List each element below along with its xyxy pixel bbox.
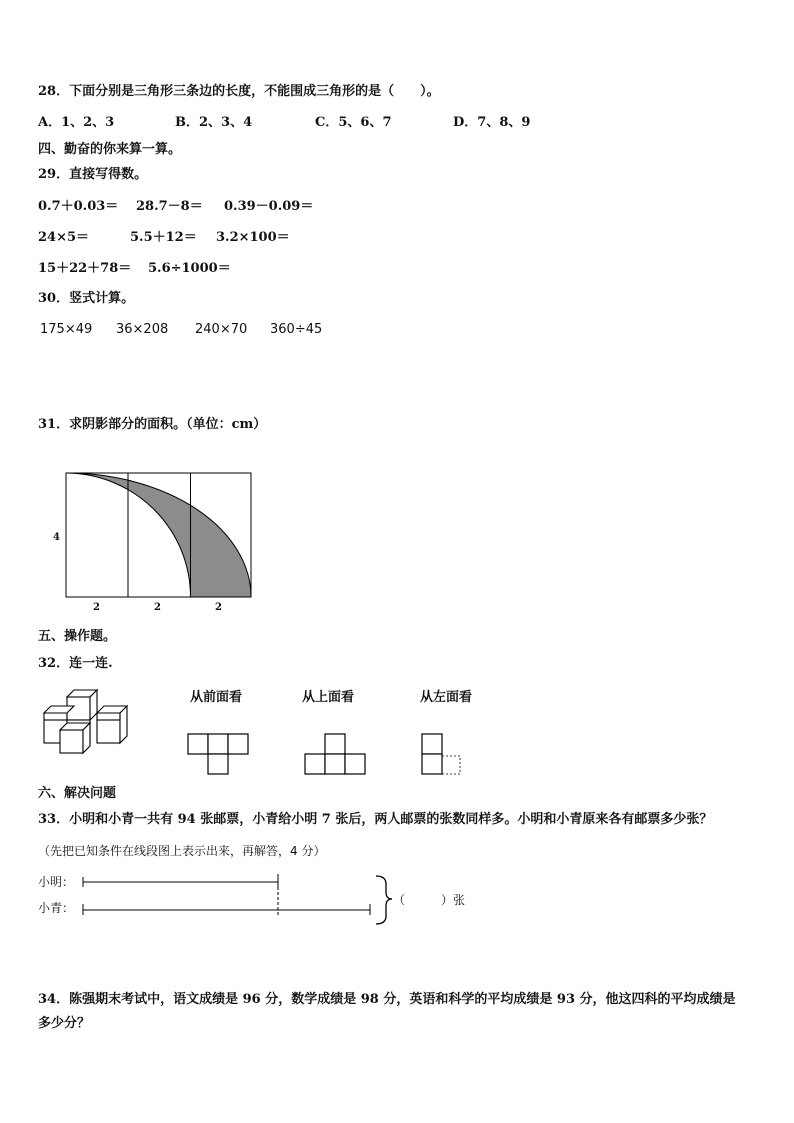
q29-item: 24×5＝ bbox=[38, 230, 90, 245]
q29-item: 0.7＋0.03＝ bbox=[38, 199, 119, 214]
section-5-heading: 五、操作题。 bbox=[38, 629, 117, 644]
view-front-label: 从前面看 bbox=[190, 690, 243, 705]
q28-option-b: B．2、3、4 bbox=[175, 115, 253, 130]
q30-item: 360÷45 bbox=[270, 322, 323, 337]
q30-item: 36×208 bbox=[116, 322, 169, 337]
q29-item: 0.39－0.09＝ bbox=[224, 199, 314, 214]
width-label: 2 bbox=[215, 602, 222, 613]
label-xiaoqing: 小青： bbox=[38, 901, 75, 915]
section-6-heading: 六、解决问题 bbox=[38, 786, 117, 801]
q28-option-c: C．5、6、7 bbox=[315, 115, 392, 130]
width-label: 2 bbox=[154, 602, 161, 613]
q29-item: 5.5＋12＝ bbox=[130, 230, 197, 245]
height-label: 4 bbox=[53, 532, 60, 543]
q34-stem-line1: 34．陈强期末考试中，语文成绩是 96 分，数学成绩是 98 分，英语和科学的平均成绩是 93 分，他这四科的平均成绩是 bbox=[38, 992, 736, 1007]
section-4-heading: 四、勤奋的你来算一算。 bbox=[38, 142, 182, 157]
answer-bracket: （ ）张 bbox=[393, 893, 466, 907]
curly-brace bbox=[376, 876, 392, 924]
q30-item: 175×49 bbox=[40, 322, 93, 337]
q28-option-d: D．7、8、9 bbox=[453, 115, 531, 130]
q33-note: （先把已知条件在线段图上表示出来，再解答，4 分） bbox=[38, 844, 326, 858]
q29-stem: 29．直接写得数。 bbox=[38, 167, 148, 182]
q29-item: 5.6÷1000＝ bbox=[148, 261, 231, 276]
view-top-label: 从上面看 bbox=[302, 690, 355, 705]
q28-stem: 28．下面分别是三角形三条边的长度，不能围成三角形的是（ ）。 bbox=[38, 84, 440, 99]
q31-stem: 31．求阴影部分的面积。（单位：cm） bbox=[38, 417, 267, 432]
q29-item: 3.2×100＝ bbox=[216, 230, 290, 245]
width-label: 2 bbox=[93, 602, 100, 613]
view-left-label: 从左面看 bbox=[420, 690, 473, 705]
q30-stem: 30．竖式计算。 bbox=[38, 291, 135, 306]
q29-item: 15＋22＋78＝ bbox=[38, 261, 132, 276]
q33-stem: 33．小明和小青一共有 94 张邮票，小青给小明 7 张后，两人邮票的张数同样多。小明和小青原来各有邮票多少张？ bbox=[38, 812, 713, 827]
label-xiaoming: 小明： bbox=[38, 875, 75, 889]
q30-item: 240×70 bbox=[195, 322, 248, 337]
q28-option-a: A．1、2、3 bbox=[38, 115, 115, 130]
q29-item: 28.7－8＝ bbox=[136, 199, 203, 214]
q34-stem-line2: 多少分？ bbox=[38, 1016, 91, 1031]
q32-stem: 32．连一连. bbox=[38, 656, 113, 671]
